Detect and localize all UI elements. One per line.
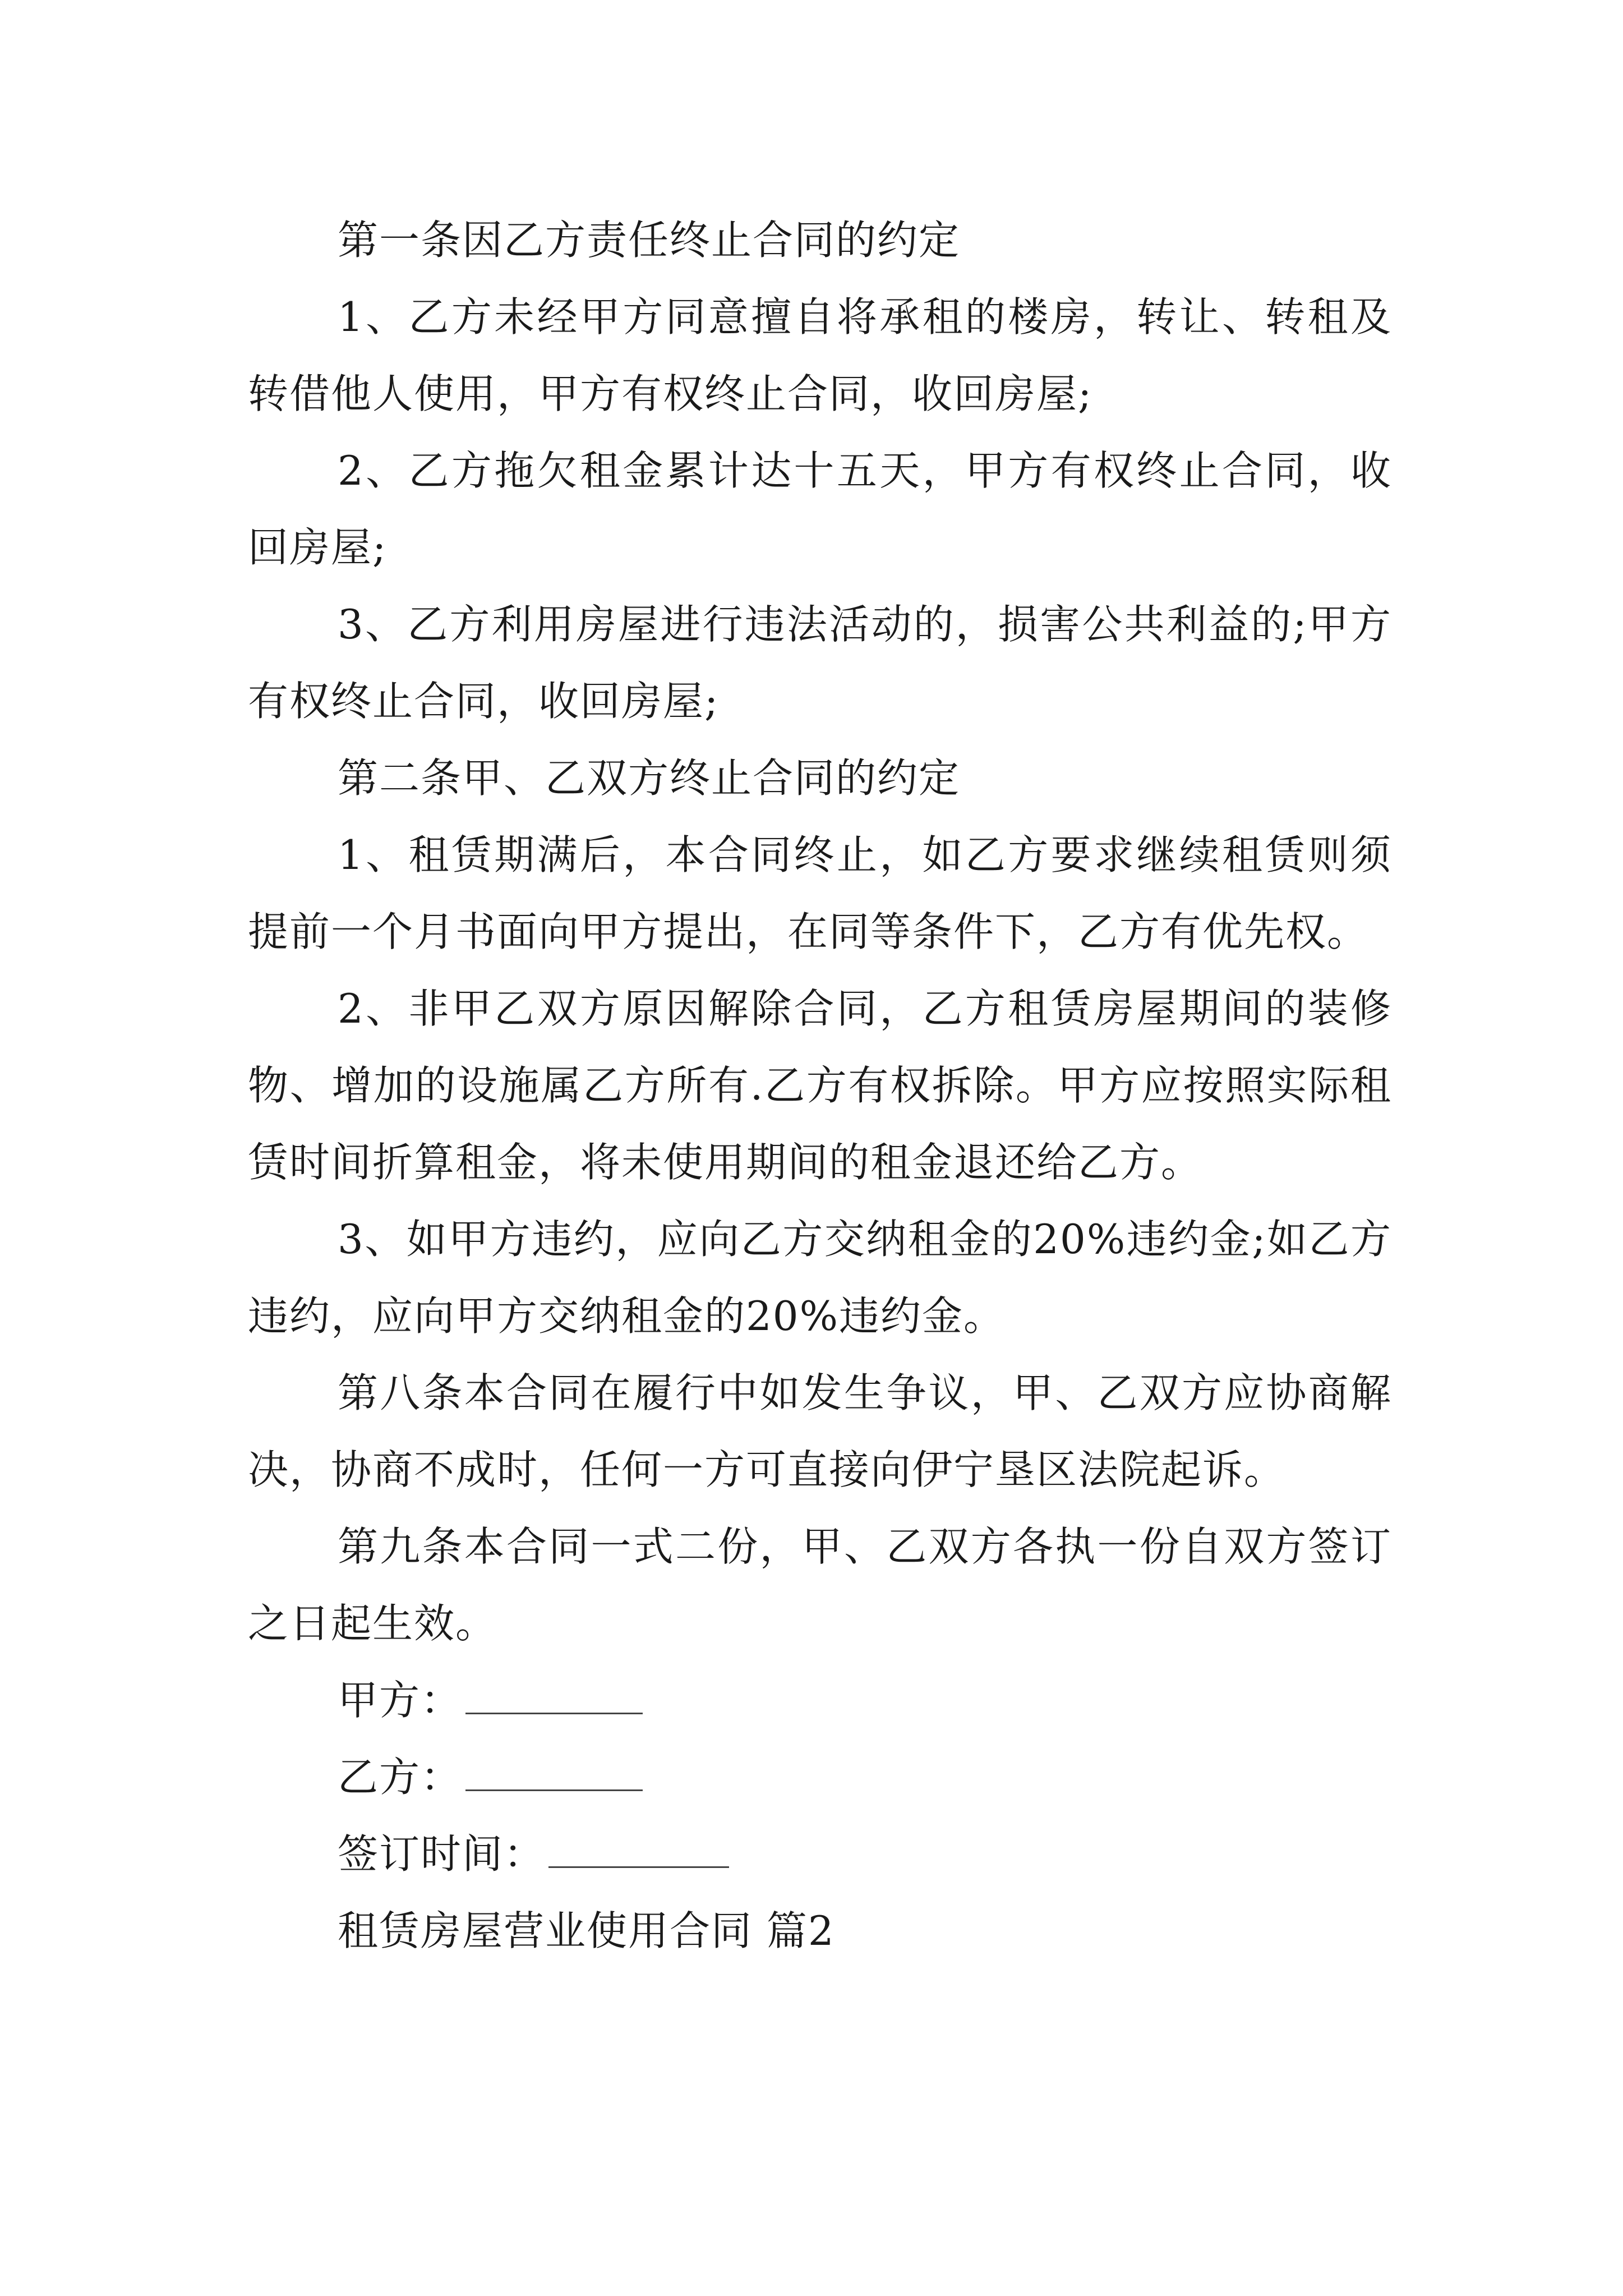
clause-item: 2、乙方拖欠租金累计达十五天，甲方有权终止合同，收回房屋;	[248, 447, 1392, 571]
clause-item: 1、租赁期满后，本合同终止，如乙方要求继续租赁则须提前一个月书面向甲方提出，在同等条件下，乙方有优先权。	[248, 831, 1392, 955]
party-b-signature-line	[248, 1739, 1392, 1816]
party-a-signature-line	[248, 1662, 1392, 1739]
clause-article-8: 第八条本合同在履行中如发生争议，甲、乙双方应协商解决，协商不成时，任何一方可直接向伊宁垦区法院起诉。	[248, 1369, 1392, 1493]
clause-heading-2: 第二条甲、乙双方终止合同的约定	[338, 754, 961, 802]
contract-body	[248, 202, 1392, 1970]
sign-date-label: 签订时间：	[338, 1830, 546, 1878]
party-b-label: 乙方：	[338, 1754, 463, 1801]
clause-article-9: 第九条本合同一式二份，甲、乙双方各执一份自双方签订之日起生效。	[248, 1523, 1392, 1647]
sign-date-blank	[548, 1864, 729, 1868]
sign-date-line	[248, 1816, 1392, 1893]
party-b-blank	[465, 1787, 643, 1791]
clause-item: 3、乙方利用房屋进行违法活动的，损害公共利益的;甲方有权终止合同，收回房屋;	[248, 601, 1392, 725]
next-section-title: 租赁房屋营业使用合同 篇2	[338, 1907, 835, 1954]
clause-heading-1: 第一条因乙方责任终止合同的约定	[338, 217, 961, 264]
clause-item: 3、如甲方违约，应向乙方交纳租金的20%违约金;如乙方违约，应向甲方交纳租金的20%违约金。	[248, 1216, 1392, 1340]
clause-item: 1、乙方未经甲方同意擅自将承租的楼房，转让、转租及转借他人使用，甲方有权终止合同，收回房屋;	[248, 293, 1392, 417]
party-a-label: 甲方：	[338, 1677, 463, 1724]
party-a-blank	[465, 1710, 643, 1714]
clause-item: 2、非甲乙双方原因解除合同，乙方租赁房屋期间的装修物、增加的设施属乙方所有.乙方有权拆除。甲方应按照实际租赁时间折算租金，将未使用期间的租金退还给乙方。	[248, 985, 1392, 1186]
